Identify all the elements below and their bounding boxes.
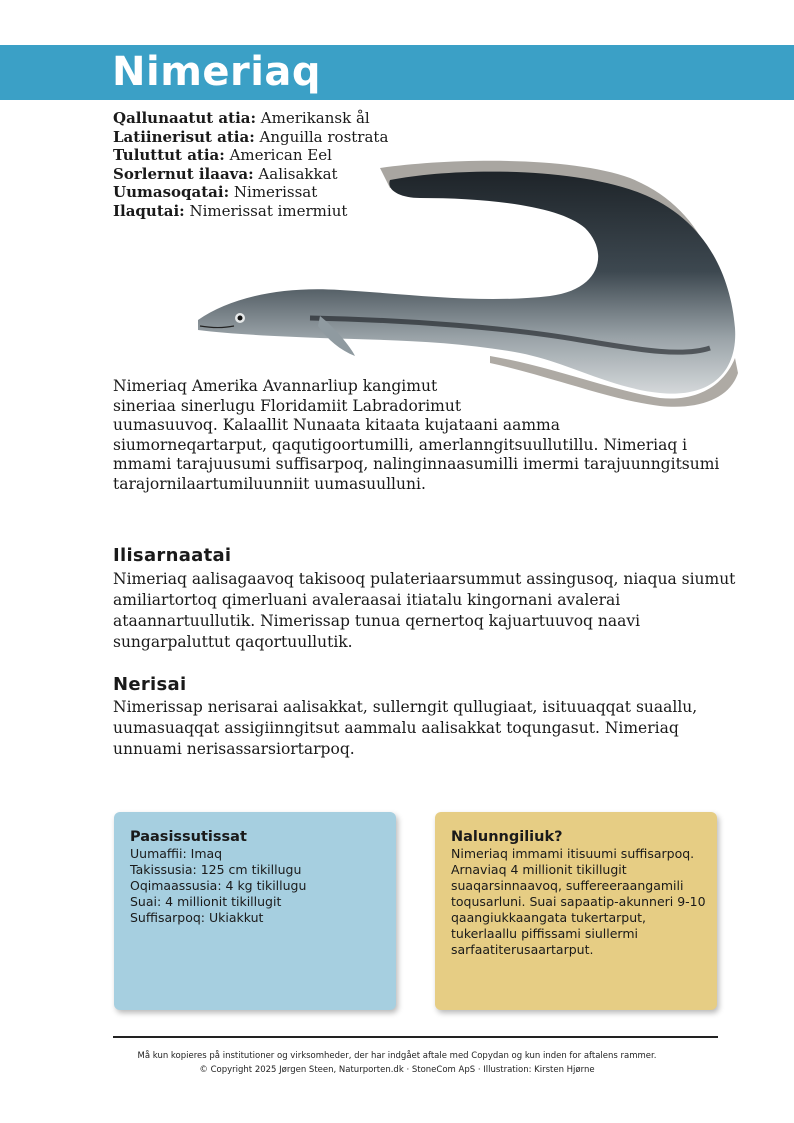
intro-line: mmami tarajuusumi suffisarpoq, nalinginnaasumilli imermi tarajuunngitsumi bbox=[113, 455, 720, 473]
section-line: ataannartuullutik. Nimerissap tunua qernertoq kajuartuuvoq naavi bbox=[113, 612, 641, 630]
box-line: Suai: 4 millionit tikillugit bbox=[130, 894, 282, 909]
box-line: Arnaviaq 4 millionit tikillugit bbox=[451, 862, 627, 877]
fact-label: Ilaqutai: bbox=[113, 201, 185, 220]
section-line: Nimerissap nerisarai aalisakkat, sullerngit qullugiaat, isituuaqqat suaallu, bbox=[113, 698, 698, 716]
section-line: amiliartortoq qimerluani avaleraasai itiatalu kingornani avalerai bbox=[113, 591, 621, 609]
fact-value: Nimerissat imermiut bbox=[184, 201, 348, 220]
fact-row bbox=[113, 128, 388, 147]
footer-license: Må kun kopieres på institutioner og virksomheder, der har indgået aftale med Copydan og kun inden for aftalens rammer. bbox=[137, 1051, 657, 1061]
fact-value: Amerikansk ål bbox=[256, 109, 370, 127]
intro-text bbox=[113, 377, 720, 494]
section-heading-nerisai: Nerisai bbox=[113, 674, 187, 695]
box-line: Suffisarpoq: Ukiakkut bbox=[130, 910, 264, 925]
box-title: Paasissutissat bbox=[130, 829, 247, 845]
fact-value: Aalisakkat bbox=[253, 164, 338, 183]
box-line: Takissusia: 125 cm tikillugu bbox=[130, 862, 302, 877]
section-body-nerisai bbox=[113, 697, 733, 760]
fact-label: Qallunaatut atia: bbox=[113, 109, 257, 127]
box-title: Nalunngiliuk? bbox=[451, 829, 563, 845]
box-line: Oqimaassusia: 4 kg tikillugu bbox=[130, 878, 307, 893]
intro-line: uumasuuvoq. Kalaallit Nunaata kitaata kujataani aamma bbox=[113, 416, 560, 434]
fact-label: Latiinerisut atia: bbox=[113, 127, 255, 146]
box-line: Nimeriaq immami itisuumi suffisarpoq. bbox=[451, 846, 695, 861]
fact-value: Anguilla rostrata bbox=[254, 127, 389, 146]
fact-value: Nimerissat bbox=[229, 183, 318, 201]
fact-label: Sorlernut ilaava: bbox=[113, 164, 254, 183]
box-line: toqusarluni. Suai sapaatip-akunneri 9-10 bbox=[451, 894, 706, 909]
eel-body bbox=[198, 172, 735, 394]
footer-copyright: © Copyright 2025 Jørgen Steen, Naturporten.dk · StoneCom ApS · Illustration: Kirsten Hjørne bbox=[199, 1065, 595, 1075]
section-heading-ilisarnaatai: Ilisarnaatai bbox=[113, 545, 232, 566]
eel-illustration bbox=[190, 158, 750, 408]
box-line: suaqarsinnaavoq, suffereeraangamili bbox=[451, 878, 684, 893]
section-line: unnuami nerisassarsiortarpoq. bbox=[113, 740, 355, 758]
box-line: Uumaffii: Imaq bbox=[130, 846, 223, 861]
section-body-ilisarnaatai bbox=[113, 569, 736, 653]
section-line: uumasuaqqat assigiinngitsut aammalu aalisakkat toqungasut. Nimeriaq bbox=[113, 719, 679, 737]
page-title: Nimeriaq bbox=[112, 49, 322, 95]
box-line: qaangiukkaangata tukertarput, bbox=[451, 910, 647, 925]
section-line: Nimeriaq aalisagaavoq takisooq pulateriaarsummut assingusoq, niaqua siumut bbox=[113, 570, 736, 588]
info-box-paasissutissat bbox=[114, 812, 396, 1010]
info-box-nalunngiliuk bbox=[435, 812, 717, 1010]
footer-divider bbox=[113, 1036, 718, 1038]
box-line: sarfaatiterusaartarput. bbox=[451, 942, 594, 957]
box-line: tukerlaallu piffissami siullermi bbox=[451, 926, 638, 941]
intro-line: Nimeriaq Amerika Avannarliup kangimut bbox=[113, 377, 438, 395]
section-line: sungarpaluttut qaqortuullutik. bbox=[113, 633, 353, 651]
fact-value: American Eel bbox=[224, 146, 332, 164]
intro-line: tarajornilaartumiluunniit uumasuulluni. bbox=[113, 474, 426, 493]
fact-label: Tuluttut atia: bbox=[113, 146, 225, 164]
intro-line: sineriaa sinerlugu Floridamiit Labradorimut bbox=[113, 396, 462, 415]
fact-label: Uumasoqatai: bbox=[113, 183, 230, 201]
fact-row bbox=[113, 109, 388, 128]
intro-line: siumorneqartarput, qaqutigoortumilli, amerlanngitsuullutillu. Nimeriaq i bbox=[113, 435, 688, 454]
